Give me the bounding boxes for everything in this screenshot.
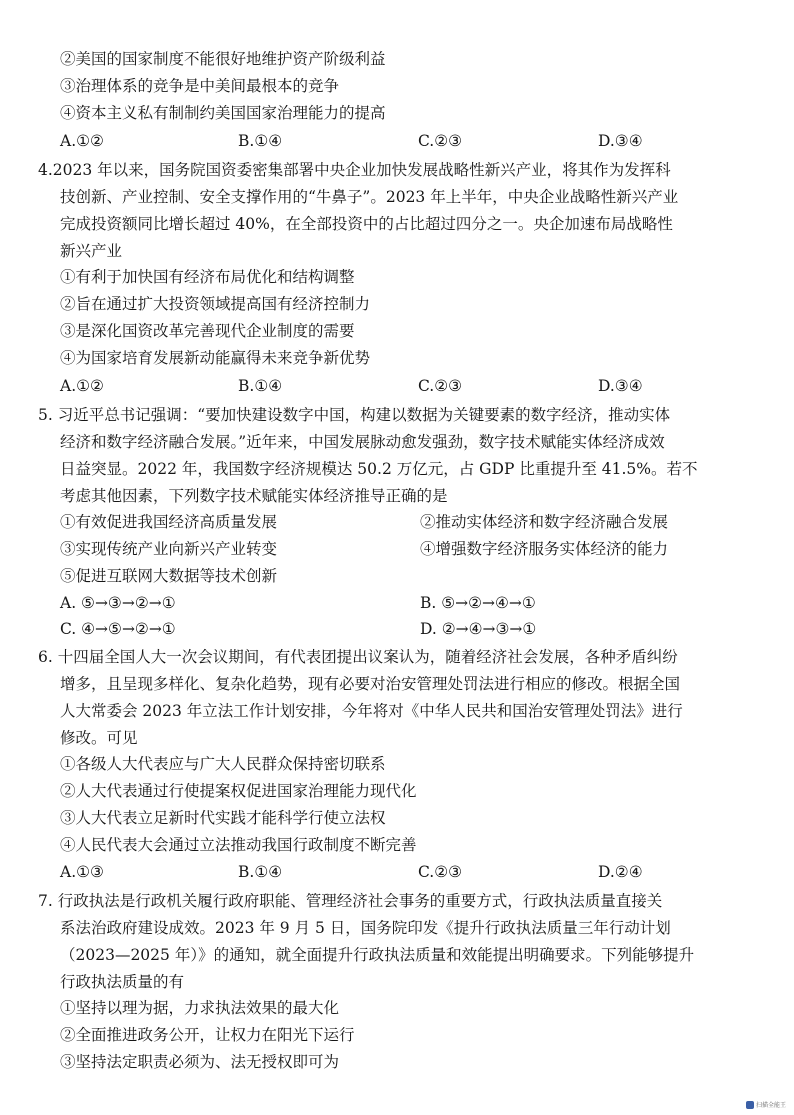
q5-statement-2: ②推动实体经济和数字经济融合发展: [420, 513, 669, 531]
q4-statement-4: ④为国家培育发展新动能赢得未来竞争新优势: [60, 349, 371, 367]
watermark-text: 扫描全能王: [755, 1102, 786, 1109]
q7-statement-1: ①坚持以理为据，力求执法效果的最大化: [60, 999, 340, 1017]
q4-choice-c: C.②③: [418, 377, 463, 395]
q5-statement-3: ③实现传统产业向新兴产业转变: [60, 540, 278, 558]
q6-choice-d: D.②④: [598, 863, 643, 881]
q5-stem-line-4: 考虑其他因素，下列数字技术赋能实体经济推导正确的是: [60, 487, 448, 505]
q6-choice-a: A.①③: [60, 863, 104, 881]
q4-statement-2: ②旨在通过扩大投资领域提高国有经济控制力: [60, 295, 371, 313]
q4-stem-line-1: 4.2023 年以来，国务院国资委密集部署中央企业加快发展战略性新兴产业，将其作为发挥科: [38, 161, 671, 179]
q7-stem-line-2: 系法治政府建设成效。2023 年 9 月 5 日，国务院印发《提升行政执法质量三年行动计划: [60, 919, 671, 937]
q3-choice-a: A.①②: [60, 132, 104, 150]
q5-choice-b: B. ⑤→②→④→①: [420, 594, 536, 612]
q4-statement-3: ③是深化国资改革完善现代企业制度的需要: [60, 322, 355, 340]
q5-choice-a: A. ⑤→③→②→①: [60, 594, 176, 612]
q6-stem-line-4: 修改。可见: [60, 729, 138, 747]
scanner-watermark: [746, 1100, 786, 1109]
q6-choice-b: B.①④: [238, 863, 283, 881]
q6-stem-line-1: 6. 十四届全国人大一次会议期间，有代表团提出议案认为，随着经济社会发展，各种矛盾纠纷: [38, 648, 678, 666]
q5-statement-4: ④增强数字经济服务实体经济的能力: [420, 540, 669, 558]
q4-statement-1: ①有利于加快国有经济布局优化和结构调整: [60, 268, 355, 286]
q3-choice-b: B.①④: [238, 132, 283, 150]
scanner-logo-icon: [746, 1101, 754, 1109]
q5-stem-line-1: 5. 习近平总书记强调：“要加快建设数字中国，构建以数据为关键要素的数字经济，推动实体: [38, 406, 671, 424]
q7-statement-3: ③坚持法定职责必须为、法无授权即可为: [60, 1053, 340, 1071]
q5-stem-line-3: 日益突显。2022 年，我国数字经济规模达 50.2 万亿元，占 GDP 比重提升至 41.5%。若不: [60, 460, 698, 478]
q6-statement-4: ④人民代表大会通过立法推动我国行政制度不断完善: [60, 836, 417, 854]
q6-statement-1: ①各级人大代表应与广大人民群众保持密切联系: [60, 755, 386, 773]
q4-choice-d: D.③④: [598, 377, 643, 395]
q4-stem-line-4: 新兴产业: [60, 242, 123, 260]
q4-choice-b: B.①④: [238, 377, 283, 395]
q5-statement-5: ⑤促进互联网大数据等技术创新: [60, 567, 278, 585]
q3-statement-2: ②美国的国家制度不能很好地维护资产阶级利益: [60, 50, 386, 68]
q3-statement-3: ③治理体系的竞争是中美间最根本的竞争: [60, 77, 340, 95]
q3-choice-d: D.③④: [598, 132, 643, 150]
q4-stem-line-3: 完成投资额同比增长超过 40%，在全部投资中的占比超过四分之一。央企加速布局战略性: [60, 215, 673, 233]
q6-choice-c: C.②③: [418, 863, 463, 881]
q3-choice-c: C.②③: [418, 132, 463, 150]
q7-stem-line-3: （2023—2025 年）》的通知，就全面提升行政执法质量和效能提出明确要求。下列能够提升: [60, 946, 695, 964]
q5-stem-line-2: 经济和数字经济融合发展。”近年来，中国发展脉动愈发强劲，数字技术赋能实体经济成效: [60, 433, 665, 451]
q4-stem-line-2: 技创新、产业控制、安全支撑作用的“牛鼻子”。2023 年上半年，中央企业战略性新兴产业: [60, 188, 679, 206]
q6-stem-line-2: 增多，且呈现多样化、复杂化趋势，现有必要对治安管理处罚法进行相应的修改。根据全国: [60, 675, 681, 693]
q7-stem-line-4: 行政执法质量的有: [60, 973, 185, 991]
q7-stem-line-1: 7. 行政执法是行政机关履行政府职能、管理经济社会事务的重要方式，行政执法质量直接关: [38, 892, 663, 910]
q6-stem-line-3: 人大常委会 2023 年立法工作计划安排，今年将对《中华人民共和国治安管理处罚法》进行: [60, 702, 683, 720]
q4-choice-a: A.①②: [60, 377, 104, 395]
q6-statement-2: ②人大代表通过行使提案权促进国家治理能力现代化: [60, 782, 417, 800]
q5-statement-1: ①有效促进我国经济高质量发展: [60, 513, 278, 531]
q5-choice-d: D. ②→④→③→①: [420, 620, 537, 638]
q6-statement-3: ③人大代表立足新时代实践才能科学行使立法权: [60, 809, 386, 827]
q3-statement-4: ④资本主义私有制制约美国国家治理能力的提高: [60, 104, 386, 122]
q7-statement-2: ②全面推进政务公开，让权力在阳光下运行: [60, 1026, 355, 1044]
q5-choice-c: C. ④→⑤→②→①: [60, 620, 176, 638]
